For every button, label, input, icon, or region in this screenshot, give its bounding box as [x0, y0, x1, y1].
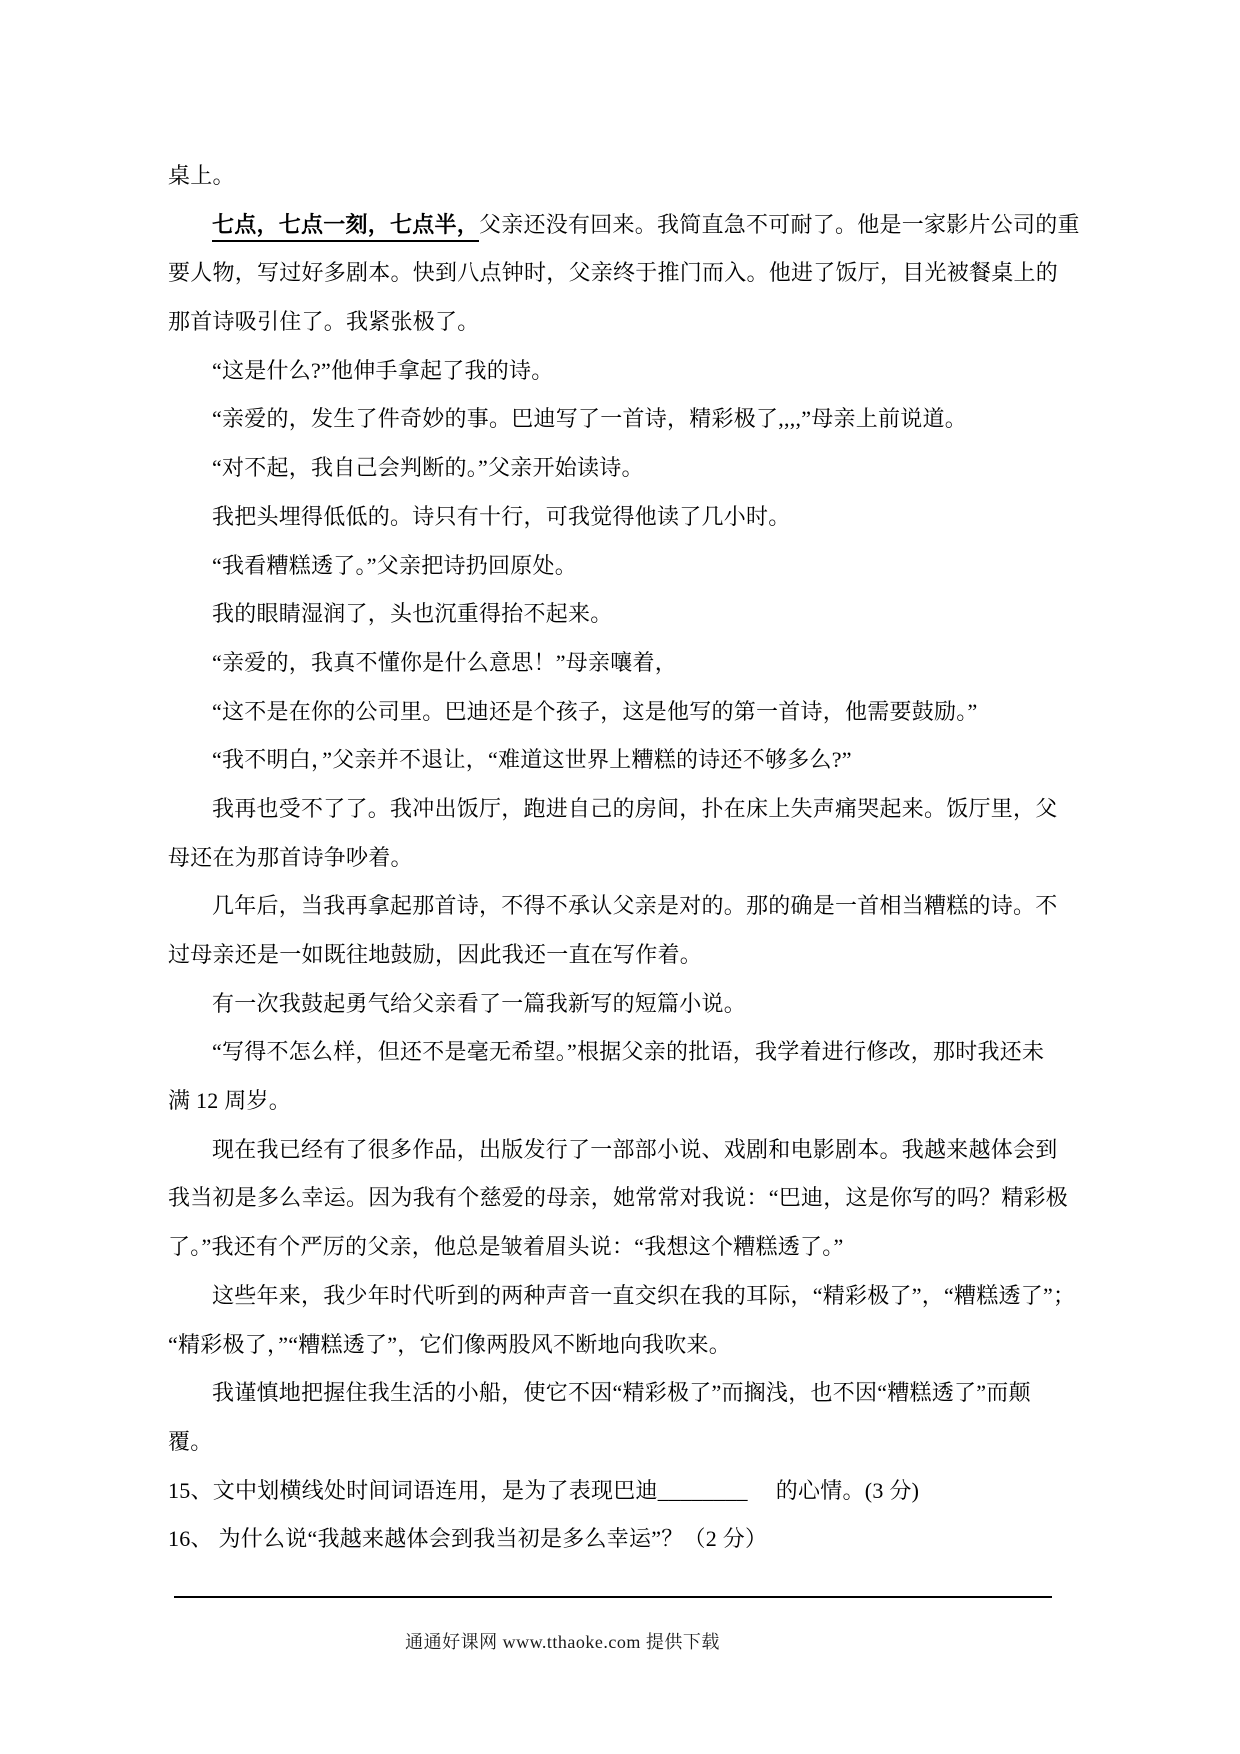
text-run: 我的眼睛湿润了，头也沉重得抬不起来。	[212, 601, 613, 627]
document-body	[168, 152, 1080, 1564]
text-line	[168, 347, 1064, 396]
text-run: 我当初是多么幸运。因为我有个慈爱的母亲，她常常对我说：“巴迪，这是你写的吗？精彩极	[168, 1185, 1069, 1211]
text-run: 桌上。	[168, 163, 235, 188]
text-run: 覆。	[168, 1428, 213, 1454]
text-run: “对不起，我自己会判断的。”父亲开始读诗。	[212, 455, 644, 481]
text-run: 我谨慎地把握住我生活的小船，使它不因“精彩极了”而搁浅，也不因“糟糕透了”而颠	[212, 1380, 1031, 1406]
text-run: 这些年来，我少年时代听到的两种声音一直交织在我的耳际，“精彩极了”，“糟糕透了”；	[212, 1282, 1076, 1308]
text-run: 我再也受不了了。我冲出饭厅，跑进自己的房间，扑在床上失声痛哭起来。饭厅里，父	[212, 795, 1058, 821]
text-line	[168, 882, 1064, 931]
text-line	[168, 201, 1080, 250]
text-line	[168, 249, 1064, 298]
text-line	[168, 1321, 1064, 1370]
footer-divider-line	[174, 1596, 1052, 1598]
text-line	[168, 1418, 1064, 1467]
text-line	[168, 1174, 1069, 1223]
text-line	[168, 1126, 1064, 1175]
text-run: 现在我已经有了很多作品，出版发行了一部部小说、戏剧和电影剧本。我越来越体会到	[212, 1136, 1058, 1162]
text-run: 16、 为什么说“我越来越体会到我当初是多么幸运”？（2 分）	[168, 1526, 768, 1552]
text-run: 满 12 周岁。	[168, 1088, 292, 1114]
text-run: “我不明白，”父亲并不退让，“难道这世界上糟糕的诗还不够多么?”	[212, 747, 852, 773]
text-run: “这是什么?”他伸手拿起了我的诗。	[212, 357, 554, 383]
text-run: 了。”我还有个严厉的父亲，他总是皱着眉头说：“我想这个糟糕透了。”	[168, 1234, 844, 1260]
text-line	[168, 444, 1064, 493]
text-run: 过母亲还是一如既往地鼓励，因此我还一直在写作着。	[168, 942, 703, 967]
text-line	[168, 834, 1064, 883]
footer-text: 通通好课网 www.tthaoke.com 提供下载	[405, 1632, 720, 1652]
text-line	[168, 1223, 1064, 1272]
text-line	[168, 639, 1064, 688]
text-run: 那首诗吸引住了。我紧张极了。	[168, 309, 480, 335]
text-run: 父亲还没有回来。我简直急不可耐了。他是一家影片公司的重	[479, 211, 1080, 237]
text-line	[168, 1028, 1064, 1077]
text-run: “写得不怎么样，但还不是毫无希望。”根据父亲的批语，我学着进行修改，那时我还未	[212, 1039, 1045, 1065]
text-run: “精彩极了，”“糟糕透了”，它们像两股风不断地向我吹来。	[168, 1331, 732, 1357]
text-run: “亲爱的，我真不懂你是什么意思！”母亲嚷着，	[212, 649, 678, 675]
text-line	[168, 736, 1064, 785]
text-run: “亲爱的，发生了件奇妙的事。巴迪写了一首诗，精彩极了,,,,”母亲上前说道。	[212, 406, 968, 432]
underlined-time-phrase: 七点，七点一刻，七点半，	[212, 212, 479, 242]
text-run: 要人物，写过好多剧本。快到八点钟时，父亲终于推门而入。他进了饭厅，目光被餐桌上的	[168, 260, 1059, 286]
text-line	[168, 1369, 1064, 1418]
text-run: 我把头埋得低低的。诗只有十行，可我觉得他读了几小时。	[212, 503, 791, 529]
question-15	[168, 1467, 1064, 1516]
text-line	[168, 980, 1064, 1029]
text-run: “我看糟糕透了。”父亲把诗扔回原处。	[212, 552, 578, 578]
text-line	[168, 395, 1064, 444]
text-run: 有一次我鼓起勇气给父亲看了一篇我新写的短篇小说。	[212, 990, 747, 1016]
text-line	[168, 1077, 1064, 1126]
text-run: 母还在为那首诗争吵着。	[168, 844, 413, 870]
text-line	[168, 688, 1064, 737]
text-run: 15、文中划横线处时间词语连用，是为了表现巴迪________ 的心情。(3 分)	[168, 1477, 920, 1503]
text-run: “这不是在你的公司里。巴迪还是个孩子，这是他写的第一首诗，他需要鼓励。”	[212, 698, 978, 724]
text-line	[168, 590, 1064, 639]
text-line	[168, 493, 1064, 542]
text-line	[168, 931, 1064, 980]
text-line	[168, 1272, 1076, 1321]
text-line	[168, 298, 1064, 347]
text-line	[168, 152, 1064, 201]
text-line	[168, 542, 1064, 591]
text-line	[168, 785, 1064, 834]
text-run: 几年后，当我再拿起那首诗，不得不承认父亲是对的。那的确是一首相当糟糕的诗。不	[212, 893, 1058, 919]
question-16	[168, 1515, 1064, 1564]
